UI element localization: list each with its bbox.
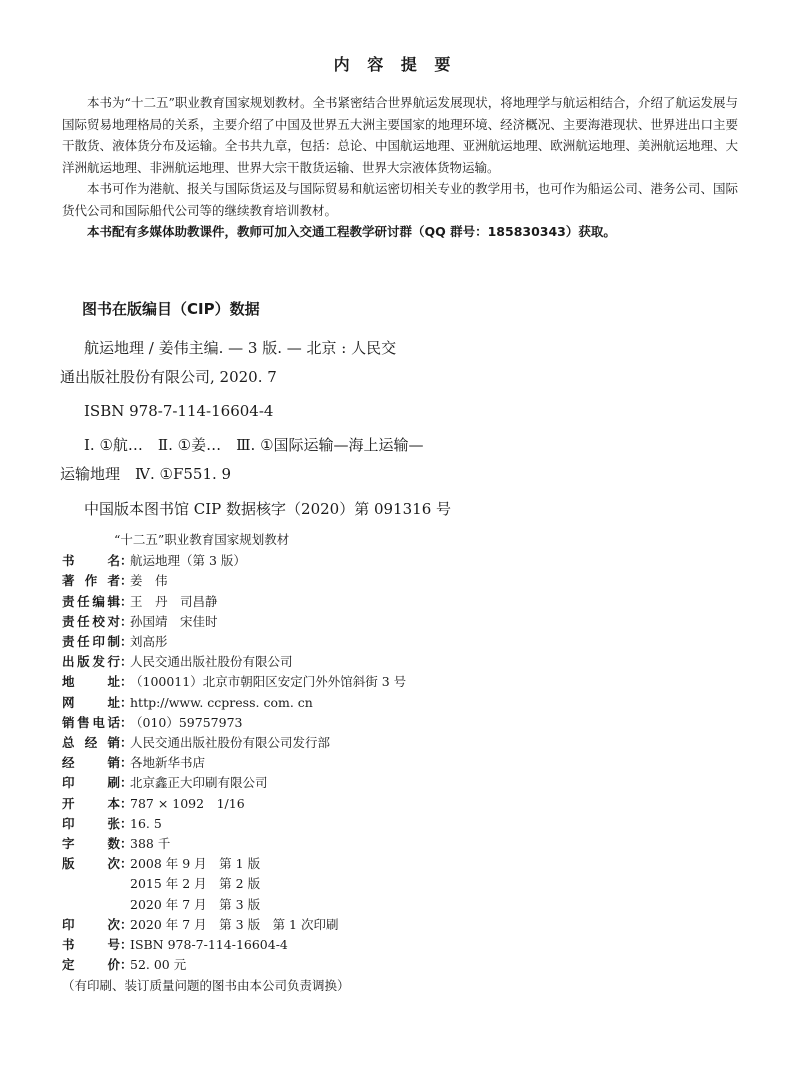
colophon-row: 责任编辑 ： 王 丹 司昌静 xyxy=(62,592,582,612)
page-title: 内 容 提 要 xyxy=(333,55,457,74)
cip-line-6: 中国版本图书馆 CIP 数据核字（2020）第 091316 号 xyxy=(84,500,452,518)
summary-paragraph-3: 本书配有多媒体助教课件，教师可加入交通工程教学研讨群（QQ 群号：185830343）获取。 xyxy=(87,224,616,239)
colophon-value: 王 丹 司昌静 xyxy=(130,593,218,609)
summary-paragraph-1: 本书为“十二五”职业教育国家规划教材。全书紧密结合世界航运发展现状，将地理学与航运相结合，介绍了航运发展与国际贸易地理格局的关系，主要介绍了中国及世界五大洲主要国家的地理环境、经济概况、主要海港现状、世界进出口主要干散货、液体货分布及运输。全书共九章，包括：总论、中国航运地理、亚洲航运地理、欧洲航运地理、美洲航运地理、大洋洲航运地理、非洲航运地理、世界大宗干散货运输、世界大宗液体货物运输。 xyxy=(62,95,738,175)
colophon-value: 388 千 xyxy=(130,836,171,852)
edition-continuation: 2020 年 7 月 第 3 版 xyxy=(130,896,261,912)
colophon-label: 出版发行 xyxy=(62,654,120,670)
colophon-label: 地 址 xyxy=(62,674,120,690)
colophon-row: 责任印制 ： 刘高彤 xyxy=(62,632,582,652)
cip-line-1: 航运地理 / 姜伟主编. — 3 版. — 北京 : 人民交 xyxy=(84,339,397,357)
colophon-label: 著作者 xyxy=(62,573,120,589)
colophon-value: （100011）北京市朝阳区安定门外外馆斜街 3 号 xyxy=(130,674,407,690)
colophon-value: 人民交通出版社股份有限公司 xyxy=(130,654,293,670)
colophon-value: 16. 5 xyxy=(130,815,162,831)
cip-line-4: Ⅰ. ①航… Ⅱ. ①姜… Ⅲ. ①国际运输—海上运输— xyxy=(84,436,424,454)
colophon-label: 销售电话 xyxy=(62,714,120,730)
colophon-value: 各地新华书店 xyxy=(130,755,206,771)
colophon-value: 787 × 1092 1/16 xyxy=(130,795,245,811)
colophon-row: 网 址 ： http://www. ccpress. com. cn xyxy=(62,693,582,713)
colophon-row: 版 次 ： 2008 年 9 月 第 1 版 xyxy=(62,854,582,874)
colophon-value: 52. 00 元 xyxy=(130,957,187,973)
colophon-value: 航运地理（第 3 版） xyxy=(130,553,246,569)
colophon-label: 经 销 xyxy=(62,755,120,771)
colophon-row: 出版发行 ： 人民交通出版社股份有限公司 xyxy=(62,652,582,672)
edition-continuation: 2015 年 2 月 第 2 版 xyxy=(130,876,261,892)
colophon-value: （010）59757973 xyxy=(130,714,243,730)
colophon-row: 责任校对 ： 孙国靖 宋佳时 xyxy=(62,612,582,632)
colophon-label: 书 号 xyxy=(62,937,120,953)
website-link: http://www. ccpress. com. cn xyxy=(130,694,313,710)
cip-line-2: 通出版社股份有限公司, 2020. 7 xyxy=(60,368,277,386)
colophon-row: 书 名 ： 航运地理（第 3 版） xyxy=(62,551,582,571)
colophon-value: 2020 年 7 月 第 3 版 第 1 次印刷 xyxy=(130,916,339,932)
colophon-label: 责任校对 xyxy=(62,613,120,629)
summary-section xyxy=(62,92,738,243)
summary-paragraph-2: 本书可作为港航、报关与国际货运及与国际贸易和航运密切相关专业的教学用书，也可作为船运公司、港务公司、国际货代公司和国际船代公司等的继续教育培训教材。 xyxy=(62,181,738,218)
colophon-value: 刘高彤 xyxy=(130,634,168,650)
colophon-label: 开 本 xyxy=(62,795,120,811)
colophon-value: 2008 年 9 月 第 1 版 xyxy=(130,856,261,872)
cip-line-5: 运输地理 Ⅳ. ①F551. 9 xyxy=(60,465,232,483)
colophon-label: 字 数 xyxy=(62,836,120,852)
quality-note: （有印刷、装订质量问题的图书由本公司负责调换） xyxy=(62,978,350,994)
colophon-row: 著作者 ： 姜 伟 xyxy=(62,571,582,591)
colophon-label: 责任编辑 xyxy=(62,593,120,609)
colophon-row: 地 址 ： （100011）北京市朝阳区安定门外外馆斜街 3 号 xyxy=(62,672,582,692)
colophon-label: 定 价 xyxy=(62,957,120,973)
colophon-value: 姜 伟 xyxy=(130,573,168,589)
colophon-row: 印 张 ： 16. 5 xyxy=(62,814,582,834)
colophon-row: 总经销 ： 人民交通出版社股份有限公司发行部 xyxy=(62,733,582,753)
colophon-row: 销售电话 ： （010）59757973 xyxy=(62,713,582,733)
cip-data-block xyxy=(60,334,500,524)
colophon-label: 责任印制 xyxy=(62,634,120,650)
colophon-row: 印 次 ： 2020 年 7 月 第 3 版 第 1 次印刷 xyxy=(62,915,582,935)
colophon-row: 字 数 ： 388 千 xyxy=(62,834,582,854)
colophon-value: 北京鑫正大印刷有限公司 xyxy=(130,775,268,791)
colophon-row: 印 刷 ： 北京鑫正大印刷有限公司 xyxy=(62,773,582,793)
colophon-value: 孙国靖 宋佳时 xyxy=(130,613,218,629)
colophon-row: 开 本 ： 787 × 1092 1/16 xyxy=(62,794,582,814)
colophon-row: 书 号 ： ISBN 978-7-114-16604-4 xyxy=(62,935,582,955)
colophon-label: 印 刷 xyxy=(62,775,120,791)
colophon-label: 网 址 xyxy=(62,694,120,710)
colophon-label: 印 张 xyxy=(62,815,120,831)
cip-heading: 图书在版编目（CIP）数据 xyxy=(82,300,260,318)
colophon-label: 印 次 xyxy=(62,916,120,932)
colophon-label: 书 名 xyxy=(62,553,120,569)
colophon-section xyxy=(62,530,582,997)
colophon-value: ISBN 978-7-114-16604-4 xyxy=(130,937,288,953)
colophon-label: 版 次 xyxy=(62,856,120,872)
series-title: “十二五”职业教育国家规划教材 xyxy=(114,532,290,547)
colophon-label: 总经销 xyxy=(62,735,120,751)
colophon-row: 经 销 ： 各地新华书店 xyxy=(62,753,582,773)
cip-line-3: ISBN 978-7-114-16604-4 xyxy=(84,402,274,420)
colophon-row: 定 价 ： 52. 00 元 xyxy=(62,955,582,975)
colophon-value: 人民交通出版社股份有限公司发行部 xyxy=(130,735,331,751)
